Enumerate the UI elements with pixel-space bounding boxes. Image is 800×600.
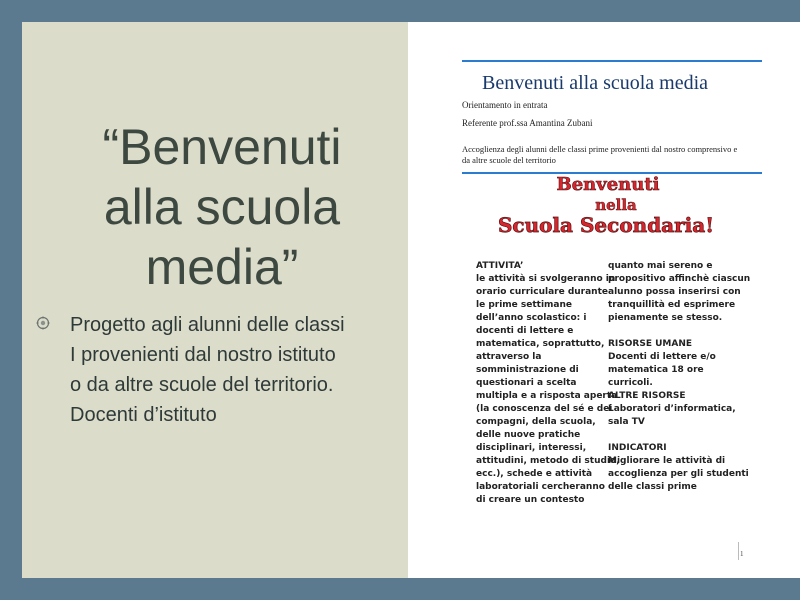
column-line: attraverso la [476,352,542,362]
column-line: somministrazione di [476,365,579,375]
document-left-column [476,260,620,507]
slide-title-line: media” [145,239,299,295]
column-line: propositivo affinchè ciascun [608,274,751,284]
column-line: di creare un contesto [476,495,585,505]
column-line: sala TV [608,417,645,427]
column-line: compagni, della scuola, [476,417,596,427]
column-line: RISORSE UMANE [608,339,693,349]
column-line: accoglienza per gli studenti [608,469,749,479]
bullet-text [70,310,410,430]
bullet-line: Docenti d’istituto [70,404,217,426]
column-line: le prime settimane [476,300,573,310]
banner-line-1: Benvenuti [556,174,660,195]
document-subtitle: Orientamento in entrata [462,100,548,110]
column-line: dell’anno scolastico: i [476,313,587,323]
column-line: pienamente se stesso. [608,313,723,323]
column-line: Migliorare le attività di [608,456,726,466]
accoglienza-line: Accoglienza degli alunni delle classi prime provenienti dal nostro comprensivo e [462,144,738,154]
page-number-rule [738,542,739,560]
banner-line-3: Scuola Secondaria! [497,213,715,237]
document-accoglienza [462,144,737,166]
document-top-rule [462,60,762,62]
bullet-line: Progetto agli alunni delle classi [70,314,345,336]
column-line: docenti di lettere e [476,326,574,336]
accoglienza-line: da altre scuole del territorio [462,155,556,165]
slide-text-panel [22,22,408,578]
column-line: disciplinari, interessi, [476,443,587,453]
column-line: matematica 18 ore [608,365,704,375]
bullet-line: I provenienti dal nostro istituto [70,344,336,366]
welcome-banner [448,170,768,240]
column-line: questionari a scelta [476,378,577,388]
column-line: laboratoriali cercheranno [476,482,605,492]
page-number: 1 [740,550,744,558]
column-line: ATTIVITA’ [476,261,524,271]
column-line [608,429,750,442]
slide-title-line: alla scuola [103,179,341,235]
document-right-column [608,260,750,494]
column-line: multipla e a risposta aperta [476,391,618,401]
bullet-line: o da altre scuole del territorio. [70,374,334,396]
column-line [608,325,750,338]
gear-bullet-icon [36,316,50,330]
column-line: alunno possa inserirsi con [608,287,741,297]
column-line: ecc.), schede e attività [476,469,593,479]
column-line: delle nuove pratiche [476,430,581,440]
column-line: attitudini, metodo di studio, [476,456,620,466]
column-line: ALTRE RISORSE [608,391,686,401]
column-line: Docenti di lettere e/o [608,352,716,362]
slide-title-line: “Benvenuti [102,119,342,175]
column-line: delle classi prime [608,482,697,492]
document-image [408,22,800,578]
column-line: Laboratori d’informatica, [608,404,736,414]
column-line: le attività si svolgeranno in [476,274,616,284]
slide [22,22,800,578]
column-line: quanto mai sereno e [608,261,713,271]
banner-line-2: nella [595,196,637,214]
column-line: curricoli. [608,378,653,388]
column-line: orario curriculare durante [476,287,608,297]
document-referente: Referente prof.ssa Amantina Zubani [462,118,593,128]
column-line: (la conoscenza del sé e dei [476,404,613,414]
column-line: INDICATORI [608,443,667,453]
column-line: matematica, soprattutto, [476,339,605,349]
slide-title [62,117,382,297]
column-line: tranquillità ed esprimere [608,300,736,310]
document-title: Benvenuti alla scuola media [482,72,709,94]
